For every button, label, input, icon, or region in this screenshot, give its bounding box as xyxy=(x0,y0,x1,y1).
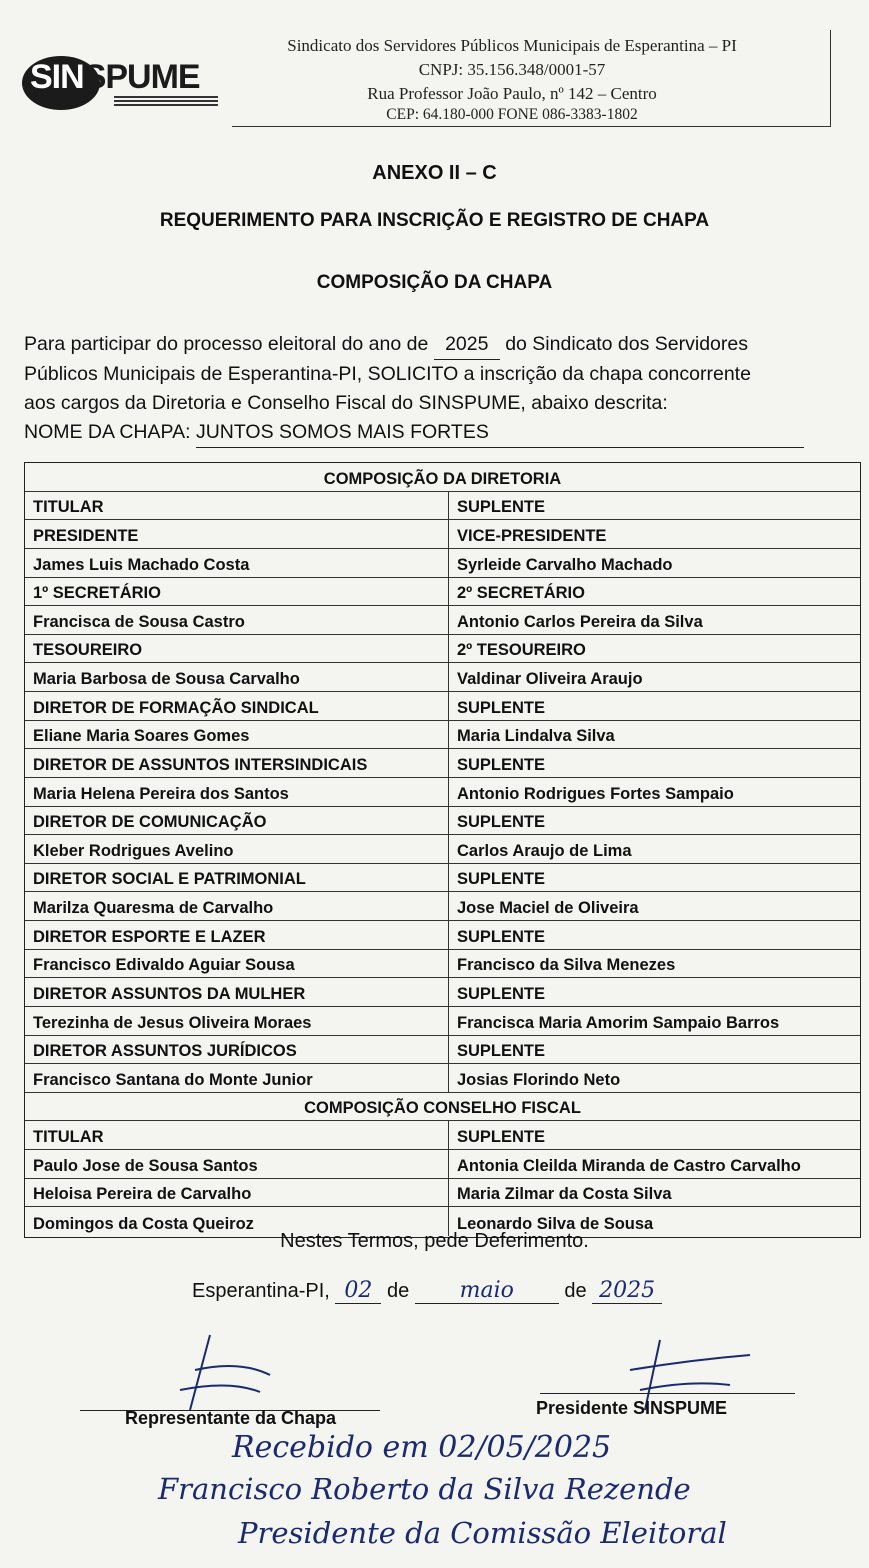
column-divider xyxy=(448,606,449,634)
date-year: 2025 xyxy=(592,1278,662,1304)
titular-cell: Francisca de Sousa Castro xyxy=(33,612,245,631)
column-divider xyxy=(448,1036,449,1064)
chapa-label: NOME DA CHAPA: xyxy=(24,421,191,443)
titular-cell: Kleber Rodrigues Avelino xyxy=(33,841,234,860)
column-divider xyxy=(448,950,449,978)
table-row xyxy=(25,921,860,950)
titular-cell: DIRETOR ASSUNTOS JURÍDICOS xyxy=(33,1042,297,1061)
section-title: COMPOSIÇÃO DA CHAPA xyxy=(316,272,553,293)
table-row xyxy=(25,1150,860,1179)
date-line xyxy=(192,1278,662,1304)
titular-cell: 1º SECRETÁRIO xyxy=(33,584,161,603)
sinspume-logo xyxy=(22,52,218,116)
column-divider xyxy=(448,1150,449,1178)
receipt-line-1: Recebido em 02/05/2025 xyxy=(232,1430,612,1465)
column-divider xyxy=(448,749,449,777)
table-row xyxy=(25,778,860,807)
column-divider xyxy=(448,978,449,1006)
intro-year: 2025 xyxy=(434,330,500,360)
section-header-text: COMPOSIÇÃO DA DIRETORIA xyxy=(323,469,562,488)
table-row xyxy=(25,1007,860,1036)
titular-cell: Paulo Jose de Sousa Santos xyxy=(33,1156,258,1175)
representative-signature xyxy=(150,1330,310,1420)
column-divider xyxy=(448,721,449,749)
table-row xyxy=(25,692,860,721)
column-divider xyxy=(448,520,449,548)
titular-cell: Maria Barbosa de Sousa Carvalho xyxy=(33,670,300,689)
receipt-line-3: Presidente da Comissão Eleitoral xyxy=(238,1516,727,1550)
column-divider xyxy=(448,492,449,520)
column-divider xyxy=(448,807,449,835)
table-row xyxy=(25,864,860,893)
suplente-cell: Josias Florindo Neto xyxy=(457,1070,621,1089)
table-row xyxy=(25,492,860,521)
column-divider xyxy=(448,1179,449,1207)
table-row xyxy=(25,549,860,578)
table-row xyxy=(25,721,860,750)
titular-cell: DIRETOR ESPORTE E LAZER xyxy=(33,927,266,946)
table-row xyxy=(25,950,860,979)
closing-text: Nestes Termos, pede Deferimento. xyxy=(280,1230,589,1252)
date-city: Esperantina-PI, xyxy=(192,1280,330,1302)
titular-cell: Francisco Edivaldo Aguiar Sousa xyxy=(33,956,295,975)
intro-line-1 xyxy=(24,330,834,360)
chapa-name-line xyxy=(24,418,834,448)
table-row xyxy=(25,1121,860,1150)
column-divider xyxy=(448,892,449,920)
suplente-cell: 2º SECRETÁRIO xyxy=(457,584,585,603)
titular-cell: Marilza Quaresma de Carvalho xyxy=(33,899,274,918)
chapa-name: JUNTOS SOMOS MAIS FORTES xyxy=(196,418,804,448)
logo-text: SINSPUME xyxy=(30,58,200,96)
column-divider xyxy=(448,835,449,863)
suplente-cell: Valdinar Oliveira Araujo xyxy=(457,670,643,689)
cep-phone: CEP: 64.180-000 FONE 086-3383-1802 xyxy=(386,106,638,123)
suplente-cell: Syrleide Carvalho Machado xyxy=(457,555,673,574)
table-row xyxy=(25,1064,860,1093)
suplente-cell: SUPLENTE xyxy=(457,498,546,517)
column-divider xyxy=(448,692,449,720)
suplente-cell: Leonardo Silva de Sousa xyxy=(457,1214,654,1233)
suplente-cell: Maria Lindalva Silva xyxy=(457,727,615,746)
suplente-cell: SUPLENTE xyxy=(457,1042,546,1061)
titular-cell: DIRETOR SOCIAL E PATRIMONIAL xyxy=(33,870,306,889)
intro-line-2: Públicos Municipais de Esperantina-PI, SOLICITO a inscrição da chapa concorrente xyxy=(24,363,751,385)
suplente-cell: Francisca Maria Amorim Sampaio Barros xyxy=(457,1013,780,1032)
suplente-cell: SUPLENTE xyxy=(457,870,546,889)
suplente-cell: SUPLENTE xyxy=(457,984,546,1003)
titular-cell: Francisco Santana do Monte Junior xyxy=(33,1070,313,1089)
intro-text-2: do Sindicato dos Servidores xyxy=(505,333,748,355)
titular-cell: TITULAR xyxy=(33,498,104,517)
column-divider xyxy=(448,1064,449,1092)
president-signature-line xyxy=(540,1393,795,1394)
date-day: 02 xyxy=(335,1278,381,1304)
suplente-cell: Antonio Carlos Pereira da Silva xyxy=(457,612,703,631)
table-section-header xyxy=(25,1093,860,1122)
table-row xyxy=(25,835,860,864)
table-row xyxy=(25,606,860,635)
column-divider xyxy=(448,663,449,691)
suplente-cell: Antonia Cleilda Miranda de Castro Carvalho xyxy=(457,1156,801,1175)
date-de-2: de xyxy=(564,1280,587,1302)
suplente-cell: VICE-PRESIDENTE xyxy=(457,526,607,545)
titular-cell: TESOUREIRO xyxy=(33,641,143,660)
table-row xyxy=(25,1179,860,1208)
table-section-header xyxy=(25,463,860,492)
suplente-cell: SUPLENTE xyxy=(457,927,546,946)
column-divider xyxy=(448,921,449,949)
table-row xyxy=(25,578,860,607)
intro-line-3: aos cargos da Diretoria e Conselho Fiscal do SINSPUME, abaixo descrita: xyxy=(24,392,668,414)
column-divider xyxy=(448,578,449,606)
suplente-cell: Carlos Araujo de Lima xyxy=(457,841,632,860)
suplente-cell: 2º TESOUREIRO xyxy=(457,641,586,660)
address: Rua Professor João Paulo, nº 142 – Centro xyxy=(367,84,657,103)
table-row xyxy=(25,749,860,778)
org-name: Sindicato dos Servidores Públicos Municipais de Esperantina – PI xyxy=(287,36,737,55)
suplente-cell: SUPLENTE xyxy=(457,813,546,832)
column-divider xyxy=(448,1007,449,1035)
titular-cell: DIRETOR DE COMUNICAÇÃO xyxy=(33,813,267,832)
cnpj: CNPJ: 35.156.348/0001-57 xyxy=(418,60,606,79)
suplente-cell: SUPLENTE xyxy=(457,698,546,717)
column-divider xyxy=(448,1121,449,1149)
document-title: ANEXO II – C xyxy=(372,162,497,184)
titular-cell: TITULAR xyxy=(33,1128,104,1147)
column-divider xyxy=(448,778,449,806)
table-row xyxy=(25,635,860,664)
column-divider xyxy=(448,549,449,577)
table-row xyxy=(25,892,860,921)
suplente-cell: SUPLENTE xyxy=(457,755,546,774)
suplente-cell: Maria Zilmar da Costa Silva xyxy=(457,1185,672,1204)
section-header-text: COMPOSIÇÃO CONSELHO FISCAL xyxy=(304,1099,581,1118)
titular-cell: PRESIDENTE xyxy=(33,526,139,545)
receipt-line-2: Francisco Roberto da Silva Rezende xyxy=(158,1472,691,1506)
suplente-cell: Jose Maciel de Oliveira xyxy=(457,899,639,918)
suplente-cell: Antonio Rodrigues Fortes Sampaio xyxy=(457,784,734,803)
table-row xyxy=(25,978,860,1007)
document-subtitle: REQUERIMENTO PARA INSCRIÇÃO E REGISTRO DE CHAPA xyxy=(159,210,710,231)
table-row xyxy=(25,663,860,692)
column-divider xyxy=(448,864,449,892)
suplente-cell: SUPLENTE xyxy=(457,1128,546,1147)
titular-cell: DIRETOR DE FORMAÇÃO SINDICAL xyxy=(33,698,319,717)
table-row xyxy=(25,807,860,836)
president-label: Presidente SINSPUME xyxy=(536,1398,728,1418)
suplente-cell: Francisco da Silva Menezes xyxy=(457,956,676,975)
date-de-1: de xyxy=(386,1280,410,1302)
table-row xyxy=(25,520,860,549)
date-month: maio xyxy=(415,1278,559,1304)
table-row xyxy=(25,1036,860,1065)
titular-cell: Terezinha de Jesus Oliveira Moraes xyxy=(33,1013,312,1032)
intro-text-1: Para participar do processo eleitoral do ano de xyxy=(24,333,429,355)
column-divider xyxy=(448,635,449,663)
titular-cell: DIRETOR DE ASSUNTOS INTERSINDICAIS xyxy=(33,755,368,774)
titular-cell: James Luis Machado Costa xyxy=(33,555,250,574)
titular-cell: DIRETOR ASSUNTOS DA MULHER xyxy=(33,984,306,1003)
intro-paragraph xyxy=(24,330,834,448)
titular-cell: Domingos da Costa Queiroz xyxy=(33,1214,254,1233)
composition-table xyxy=(24,462,861,1238)
titular-cell: Eliane Maria Soares Gomes xyxy=(33,727,250,746)
letterhead xyxy=(232,30,831,127)
logo-subtitle-lines xyxy=(114,96,218,108)
representative-label: Representante da Chapa xyxy=(125,1408,337,1428)
titular-cell: Heloisa Pereira de Carvalho xyxy=(33,1185,252,1204)
titular-cell: Maria Helena Pereira dos Santos xyxy=(33,784,289,803)
